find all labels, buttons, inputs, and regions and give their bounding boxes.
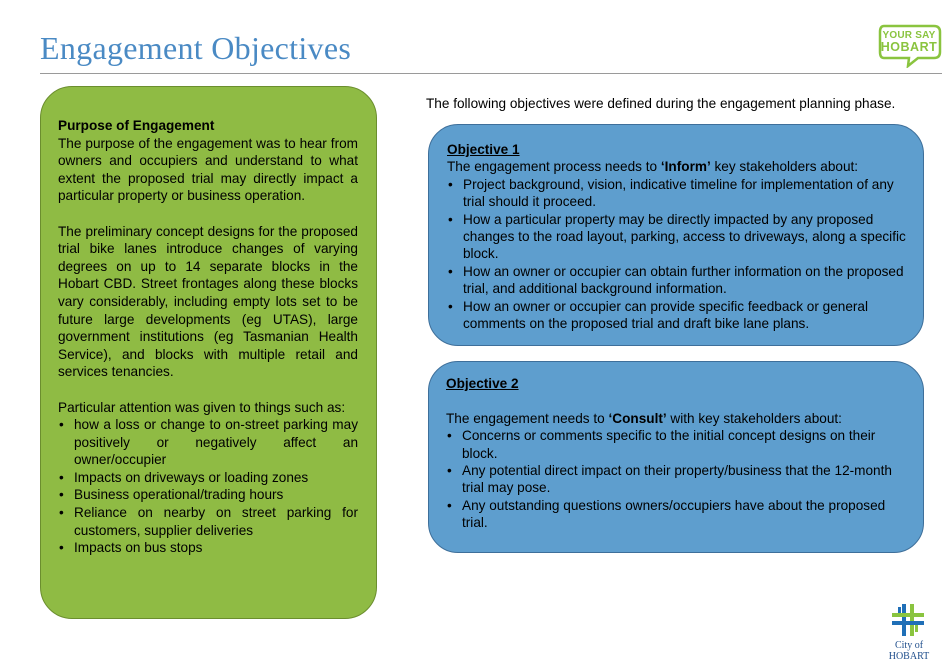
objective-2-panel [428, 361, 924, 553]
page-title: Engagement Objectives [40, 30, 352, 66]
title-divider [40, 73, 942, 74]
bullet-icon: • [447, 428, 452, 444]
hobart-cross-icon [874, 602, 944, 640]
bullet-icon: • [447, 497, 452, 513]
list-item: • Project background, vision, indicative timeline for implementation of any trial should it proceed. [448, 176, 894, 210]
city-of-hobart-text: City of HOBART [888, 640, 930, 662]
objectives-intro: The following objectives were defined during the engagement planning phase. [426, 96, 896, 111]
bullet-icon: • [447, 463, 452, 479]
bullet-icon: • [59, 540, 64, 556]
objective-1-panel [428, 124, 924, 346]
bullet-icon: • [448, 298, 453, 314]
your-say-hobart-logo [878, 24, 942, 68]
logo-text-hobart: HOBART [880, 40, 938, 54]
list-item: • Concerns or comments specific to the initial concept designs on their block. [447, 428, 876, 461]
list-item: • Impacts on bus stops [59, 540, 203, 556]
purpose-panel [40, 86, 377, 619]
bullet-icon: • [59, 469, 64, 485]
list-item: • Business operational/trading hours [59, 487, 284, 503]
list-item: • how a loss or change to on-street parking may positively or negatively affect an owner/occupier [59, 417, 358, 468]
list-item: • How a particular property may be directly impacted by any proposed changes to the road layout, parking, access to driveways, along a specific block. [448, 211, 906, 262]
bullet-icon: • [59, 505, 64, 521]
bullet-icon: • [448, 263, 453, 279]
objective-lead: The engagement process needs to ‘Inform’ key stakeholders about: [447, 159, 859, 175]
objective-title: Objective 2 [446, 376, 519, 391]
bullet-icon: • [59, 417, 64, 433]
list-item: • How an owner or occupier can obtain further information on the proposed trial, and additional background information. [448, 263, 904, 297]
list-item: • Impacts on driveways or loading zones [59, 469, 309, 485]
bullet-icon: • [448, 211, 453, 227]
logo-text-your-say: YOUR SAY [882, 30, 936, 41]
objective-title: Objective 1 [447, 142, 520, 157]
list-item: • Any potential direct impact on their property/business that the 12-month trial may pose. [447, 463, 892, 496]
list-item: • Reliance on nearby on street parking for customers, supplier deliveries [59, 505, 358, 538]
purpose-paragraph-2: The preliminary concept designs for the proposed trial bike lanes introduce changes of varying degrees on up to 14 separate blocks in the Hobart CBD. Street frontages along these blocks vary considerably, including empty lots set to be future large developments (eg UTAS), large government institutions (eg Tasmanian Health Service), and blocks with multiple retail and services tenancies. [58, 223, 358, 380]
bullet-icon: • [448, 176, 453, 192]
purpose-heading: Purpose of Engagement [58, 118, 215, 133]
attention-list [58, 416, 358, 557]
purpose-paragraph-1: The purpose of the engagement was to hear from owners and occupiers and understand to what extent the proposed trial may directly impact a particular property or business operation. [58, 135, 358, 204]
objective-1-list [447, 176, 909, 333]
list-item: • How an owner or occupier can provide specific feedback or general comments on the proposed trial and draft bike lane plans. [448, 298, 869, 332]
city-of-hobart-logo [874, 602, 944, 662]
purpose-paragraph-3: Particular attention was given to things such as: [58, 399, 346, 415]
objective-2-list [446, 427, 909, 531]
objective-lead: The engagement needs to ‘Consult’ with key stakeholders about: [446, 410, 842, 426]
list-item: • Any outstanding questions owners/occupiers have about the proposed trial. [447, 497, 886, 531]
bullet-icon: • [59, 487, 64, 503]
